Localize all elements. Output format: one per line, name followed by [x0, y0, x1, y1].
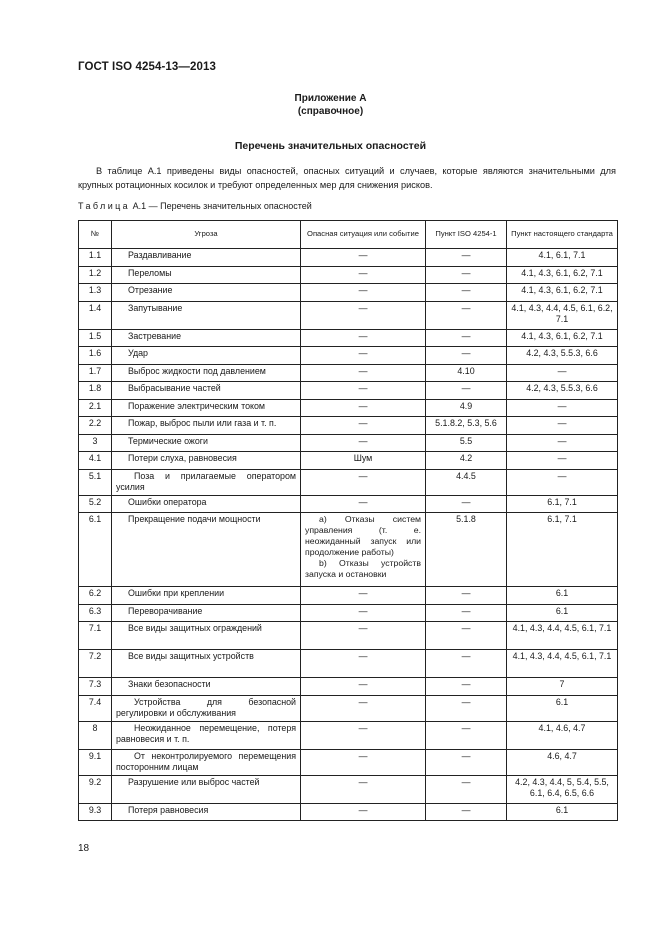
threat-cell [112, 622, 301, 650]
situation-cell: — [301, 803, 426, 821]
threat-text: Ошибки при креплении [128, 588, 225, 598]
standard-clause-cell: 4.1, 4.3, 4.4, 4.5, 6.1, 7.1 [507, 650, 618, 678]
appendix-title: Приложение А [294, 93, 367, 104]
standard-clause-cell: 6.1 [507, 587, 618, 605]
threat-cell [112, 364, 301, 382]
row-number: 9.2 [79, 775, 112, 803]
table-row [79, 284, 618, 302]
situation-cell: — [301, 249, 426, 267]
row-number: 8 [79, 721, 112, 749]
situation-cell: — [301, 721, 426, 749]
section-title: Перечень значительных опасностей [234, 140, 427, 152]
situation-cell: Шум [301, 452, 426, 470]
iso-clause-cell: — [426, 301, 507, 329]
standard-clause-cell: — [507, 399, 618, 417]
col-header-situation: Опасная ситуация или событие [301, 221, 426, 249]
iso-clause-cell: — [426, 803, 507, 821]
iso-clause-cell: — [426, 249, 507, 267]
standard-clause-cell: 6.1 [507, 604, 618, 622]
row-number: 9.3 [79, 803, 112, 821]
threat-text: Выбрасывание частей [128, 383, 221, 393]
standard-clause-cell: 4.1, 4.3, 6.1, 6.2, 7.1 [507, 266, 618, 284]
threat-text: Все виды защитных ограждений [128, 623, 262, 633]
threat-text: Переворачивание [128, 605, 203, 616]
situation-cell: — [301, 495, 426, 513]
threat-text: Застревание [128, 330, 182, 341]
table-row [79, 678, 618, 696]
threat-text: Прекращение подачи мощности [128, 514, 261, 524]
row-number: 7.1 [79, 622, 112, 650]
threat-cell [112, 284, 301, 302]
table-row [79, 749, 618, 775]
table-row [79, 452, 618, 470]
table-row [79, 513, 618, 587]
threat-text: Устройства для безопасной регулировки и обслуживания [116, 696, 296, 718]
table-row [79, 347, 618, 365]
iso-clause-cell: — [426, 721, 507, 749]
row-number: 5.2 [79, 495, 112, 513]
situation-item-a: a) Отказы систем управления (т. е. неожиданный запуск или продолжение работы) [305, 514, 421, 557]
threat-text: Переломы [128, 267, 172, 278]
situation-cell: — [301, 775, 426, 803]
situation-cell: — [301, 382, 426, 400]
standard-clause-cell: — [507, 452, 618, 470]
row-number: 6.1 [79, 513, 112, 587]
threat-text: Разрушение или выброс частей [128, 776, 260, 787]
threat-cell [112, 775, 301, 803]
threat-text: Термические ожоги [128, 435, 208, 446]
hazards-table [78, 220, 618, 821]
table-row [79, 301, 618, 329]
col-header-num: № [79, 221, 112, 249]
situation-cell: — [301, 266, 426, 284]
threat-cell [112, 513, 301, 587]
appendix-heading [0, 92, 661, 118]
table-row [79, 417, 618, 435]
document-header: ГОСТ ISO 4254-13—2013 [78, 61, 216, 73]
table-header-row [79, 221, 618, 249]
situation-cell [301, 513, 426, 587]
col-header-iso: Пункт ISO 4254-1 [426, 221, 507, 249]
threat-cell [112, 803, 301, 821]
situation-cell: — [301, 329, 426, 347]
iso-clause-cell: — [426, 695, 507, 721]
standard-clause-cell: 4.1, 6.1, 7.1 [507, 249, 618, 267]
row-number: 2.1 [79, 399, 112, 417]
threat-cell [112, 721, 301, 749]
threat-cell [112, 695, 301, 721]
threat-text: Знаки безопасности [128, 679, 211, 689]
situation-cell: — [301, 678, 426, 696]
threat-cell [112, 749, 301, 775]
table-caption-label: Таблица [78, 201, 131, 211]
row-number: 1.8 [79, 382, 112, 400]
row-number: 4.1 [79, 452, 112, 470]
col-header-ref: Пункт настоящего стандарта [507, 221, 618, 249]
row-number: 7.3 [79, 678, 112, 696]
table-row [79, 495, 618, 513]
situation-cell: — [301, 749, 426, 775]
table-row [79, 721, 618, 749]
situation-cell: — [301, 622, 426, 650]
iso-clause-cell: 5.1.8.2, 5.3, 5.6 [426, 417, 507, 435]
row-number: 1.4 [79, 301, 112, 329]
threat-text: Поражение электрическим током [128, 400, 266, 411]
standard-clause-cell: 6.1 [507, 695, 618, 721]
situation-item-b: b) Отказы устройств запуска и остановки [305, 558, 421, 579]
standard-clause-cell: 6.1, 7.1 [507, 495, 618, 513]
table-row [79, 329, 618, 347]
threat-cell [112, 587, 301, 605]
iso-clause-cell: — [426, 604, 507, 622]
threat-text: От неконтролируемого перемещения посторонним лицам [116, 750, 296, 772]
row-number: 7.2 [79, 650, 112, 678]
table-row [79, 695, 618, 721]
situation-cell: — [301, 469, 426, 495]
table-caption [78, 201, 312, 211]
threat-cell [112, 434, 301, 452]
threat-text: Ошибки оператора [128, 496, 207, 507]
threat-text: Раздавливание [128, 250, 192, 260]
standard-clause-cell: 7 [507, 678, 618, 696]
row-number: 3 [79, 434, 112, 452]
row-number: 7.4 [79, 695, 112, 721]
standard-clause-cell: 4.1, 4.3, 4.4, 4.5, 6.1, 6.2, 7.1 [507, 301, 618, 329]
table-row [79, 266, 618, 284]
threat-cell [112, 452, 301, 470]
standard-clause-cell: — [507, 469, 618, 495]
table-body [79, 249, 618, 821]
situation-cell: — [301, 587, 426, 605]
row-number: 5.1 [79, 469, 112, 495]
threat-cell [112, 495, 301, 513]
iso-clause-cell: 4.2 [426, 452, 507, 470]
iso-clause-cell: — [426, 622, 507, 650]
iso-clause-cell: — [426, 347, 507, 365]
threat-cell [112, 650, 301, 678]
threat-cell [112, 417, 301, 435]
table-row [79, 382, 618, 400]
table-row [79, 434, 618, 452]
threat-cell [112, 678, 301, 696]
table-row [79, 604, 618, 622]
iso-clause-cell: — [426, 266, 507, 284]
threat-cell [112, 301, 301, 329]
standard-clause-cell: — [507, 417, 618, 435]
table-row [79, 399, 618, 417]
threat-text: Потеря равновесия [128, 804, 209, 815]
iso-clause-cell: 4.9 [426, 399, 507, 417]
threat-text: Неожиданное перемещение, потеря равновесия и т. п. [116, 722, 296, 744]
table-row [79, 775, 618, 803]
standard-clause-cell: 4.1, 4.3, 6.1, 6.2, 7.1 [507, 329, 618, 347]
threat-cell [112, 347, 301, 365]
row-number: 2.2 [79, 417, 112, 435]
standard-clause-cell: 4.2, 4.3, 5.5.3, 6.6 [507, 382, 618, 400]
threat-cell [112, 399, 301, 417]
situation-cell: — [301, 695, 426, 721]
standard-clause-cell: — [507, 364, 618, 382]
threat-text: Удар [128, 348, 148, 358]
iso-clause-cell: 4.4.5 [426, 469, 507, 495]
standard-clause-cell: 6.1 [507, 803, 618, 821]
row-number: 1.6 [79, 347, 112, 365]
situation-cell: — [301, 284, 426, 302]
table-row [79, 587, 618, 605]
situation-cell: — [301, 434, 426, 452]
threat-text: Отрезание [128, 285, 173, 295]
iso-clause-cell: — [426, 587, 507, 605]
iso-clause-cell: — [426, 749, 507, 775]
standard-clause-cell: 4.1, 4.3, 6.1, 6.2, 7.1 [507, 284, 618, 302]
table-row [79, 469, 618, 495]
situation-cell: — [301, 650, 426, 678]
situation-cell: — [301, 347, 426, 365]
standard-clause-cell: 4.1, 4.6, 4.7 [507, 721, 618, 749]
row-number: 1.5 [79, 329, 112, 347]
threat-text: Поза и прилагаемые оператором усилия [116, 470, 296, 492]
threat-cell [112, 382, 301, 400]
iso-clause-cell: 5.1.8 [426, 513, 507, 587]
situation-cell: — [301, 399, 426, 417]
situation-cell: — [301, 364, 426, 382]
row-number: 6.3 [79, 604, 112, 622]
col-header-threat: Угроза [112, 221, 301, 249]
threat-text: Пожар, выброс пыли или газа и т. п. [128, 418, 277, 428]
iso-clause-cell: — [426, 284, 507, 302]
iso-clause-cell: 5.5 [426, 434, 507, 452]
threat-cell [112, 469, 301, 495]
iso-clause-cell: — [426, 650, 507, 678]
situation-cell: — [301, 301, 426, 329]
iso-clause-cell: — [426, 678, 507, 696]
threat-cell [112, 604, 301, 622]
threat-cell [112, 249, 301, 267]
threat-cell [112, 329, 301, 347]
iso-clause-cell: 4.10 [426, 364, 507, 382]
standard-clause-cell: 4.2, 4.3, 5.5.3, 6.6 [507, 347, 618, 365]
threat-text: Потери слуха, равновесия [128, 453, 237, 463]
page-number: 18 [78, 843, 90, 854]
row-number: 1.7 [79, 364, 112, 382]
iso-clause-cell: — [426, 382, 507, 400]
table-row [79, 622, 618, 650]
row-number: 1.1 [79, 249, 112, 267]
iso-clause-cell: — [426, 775, 507, 803]
table-row [79, 364, 618, 382]
threat-text: Запутывание [128, 302, 183, 313]
threat-cell [112, 266, 301, 284]
table-row [79, 650, 618, 678]
intro-paragraph: В таблице А.1 приведены виды опасностей, опасных ситуаций и случаев, которые являются значительными для крупных ротационных косилок и требуют определенных мер для снижения рисков. [78, 166, 616, 190]
standard-clause-cell: — [507, 434, 618, 452]
appendix-subtitle: (справочное) [297, 106, 364, 117]
threat-text: Выброс жидкости под давлением [128, 365, 266, 376]
situation-cell: — [301, 417, 426, 435]
row-number: 9.1 [79, 749, 112, 775]
table-row [79, 803, 618, 821]
row-number: 6.2 [79, 587, 112, 605]
standard-clause-cell: 6.1, 7.1 [507, 513, 618, 587]
iso-clause-cell: — [426, 495, 507, 513]
situation-cell: — [301, 604, 426, 622]
standard-clause-cell: 4.6, 4.7 [507, 749, 618, 775]
threat-text: Все виды защитных устройств [128, 651, 254, 661]
row-number: 1.3 [79, 284, 112, 302]
table-row [79, 249, 618, 267]
row-number: 1.2 [79, 266, 112, 284]
standard-clause-cell: 4.2, 4.3, 4.4, 5, 5.4, 5.5, 6.1, 6.4, 6.5, 6.6 [507, 775, 618, 803]
standard-clause-cell: 4.1, 4.3, 4.4, 4.5, 6.1, 7.1 [507, 622, 618, 650]
iso-clause-cell: — [426, 329, 507, 347]
table-caption-text: А.1 — Перечень значительных опасностей [132, 201, 312, 211]
